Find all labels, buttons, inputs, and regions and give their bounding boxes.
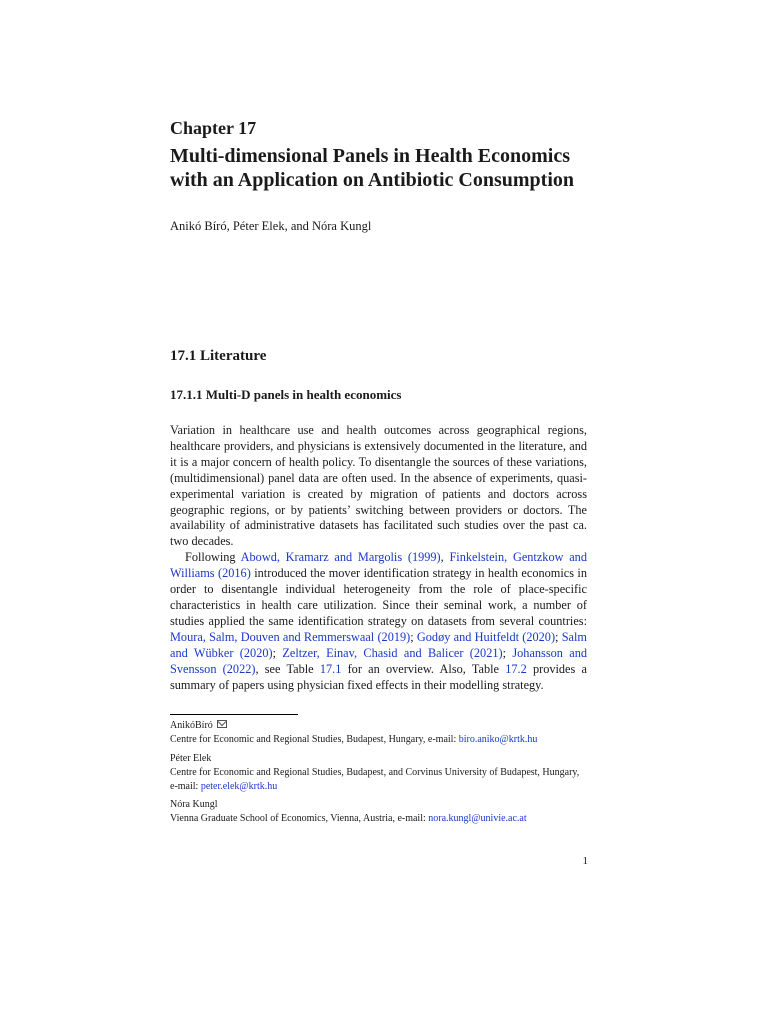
paragraph-2 [170, 550, 587, 693]
affiliation-text: e-mail: [170, 781, 201, 792]
section-heading: 17.1 Literature [170, 348, 267, 364]
chapter-label: Chapter 17 [170, 118, 257, 138]
text-run: , see Table [255, 661, 320, 676]
affiliation-biro [170, 719, 600, 747]
paragraph-1: Variation in healthcare use and health outcomes across geographical regions, healthcare providers, and physicians is extensively documented in the literature, and it is a major concern of health policy. To disentangle the sources of these variations, (multidimensional) panel data are often used. In the absence of experiments, quasi-experimental variation is created by migration of patients and doctors across geographic regions, or by patients’ switching between providers or doctors. The availability of administrative datasets has facilitated such studies over the past ca. two decades. [170, 423, 587, 549]
citation-link-zeltzer[interactable]: Zeltzer, Einav, Chasid and Balicer (2021) [282, 645, 503, 660]
footnote-divider [170, 714, 298, 715]
affiliation-line [170, 812, 600, 826]
affiliation-elek [170, 752, 600, 794]
citation-link-godoy[interactable]: Godøy and Huitfeldt (2020) [416, 629, 556, 644]
text-run: , [440, 550, 450, 565]
citation-link-abowd[interactable]: Abowd, Kramarz and Margolis (1999) [240, 550, 441, 565]
page-number: 1 [582, 855, 588, 867]
text-run: Following [185, 550, 241, 565]
email-link[interactable]: biro.aniko@krtk.hu [458, 734, 538, 745]
text-run: ; [502, 645, 513, 660]
author-name-text: AnikóBíró [170, 720, 213, 731]
author-name: Nóra Kungl [170, 799, 218, 810]
text-run: ; [555, 629, 562, 644]
author-name: Péter Elek [170, 753, 212, 764]
citation-link-salm[interactable]: Salm and Wübker (2020) [170, 629, 587, 660]
citation-link-johansson[interactable]: Johansson and Svensson (2022) [170, 645, 588, 676]
text-run: ; [410, 629, 417, 644]
affiliation-line [170, 733, 600, 747]
author-list: Anikó Bíró, Péter Elek, and Nóra Kungl [170, 219, 372, 233]
text-run: ; [272, 645, 283, 660]
text-run: provides a summary of papers using physician fixed effects in their modelling strategy. [170, 661, 587, 692]
table-link-17-1[interactable]: 17.1 [319, 661, 342, 676]
text-run: introduced the mover identification strategy in health economics in order to disentangle individual heterogeneity from the role of place-specific characteristics in health care utilization. Since their seminal work, a number of studies applied the same identification strategy on datasets from several countries: [170, 566, 587, 628]
affiliation-line: Centre for Economic and Regional Studies, Budapest, and Corvinus University of Budapest, Hungary, [170, 767, 580, 778]
chapter-title: Multi-dimensional Panels in Health Economics with an Application on Antibiotic Consumption [170, 145, 574, 191]
mail-icon [217, 720, 227, 728]
body-text [170, 423, 587, 693]
citation-link-finkelstein[interactable]: Finkelstein, Gentzkow and Williams (2016) [170, 550, 587, 581]
text-run: for an overview. Also, Table [341, 661, 506, 676]
affiliation-text: Centre for Economic and Regional Studies, Budapest, Hungary, e-mail: [170, 734, 459, 745]
affiliation-line [170, 780, 600, 794]
affiliation-text: Vienna Graduate School of Economics, Vienna, Austria, e-mail: [170, 813, 429, 824]
table-link-17-2[interactable]: 17.2 [505, 661, 527, 676]
email-link[interactable]: nora.kungl@univie.ac.at [428, 813, 527, 824]
author-name [170, 719, 600, 733]
citation-link-moura[interactable]: Moura, Salm, Douven and Remmerswaal (2019) [170, 629, 411, 644]
subsection-heading: 17.1.1 Multi-D panels in health economics [170, 387, 402, 402]
affiliation-kungl [170, 798, 600, 826]
email-link[interactable]: peter.elek@krtk.hu [200, 781, 278, 792]
